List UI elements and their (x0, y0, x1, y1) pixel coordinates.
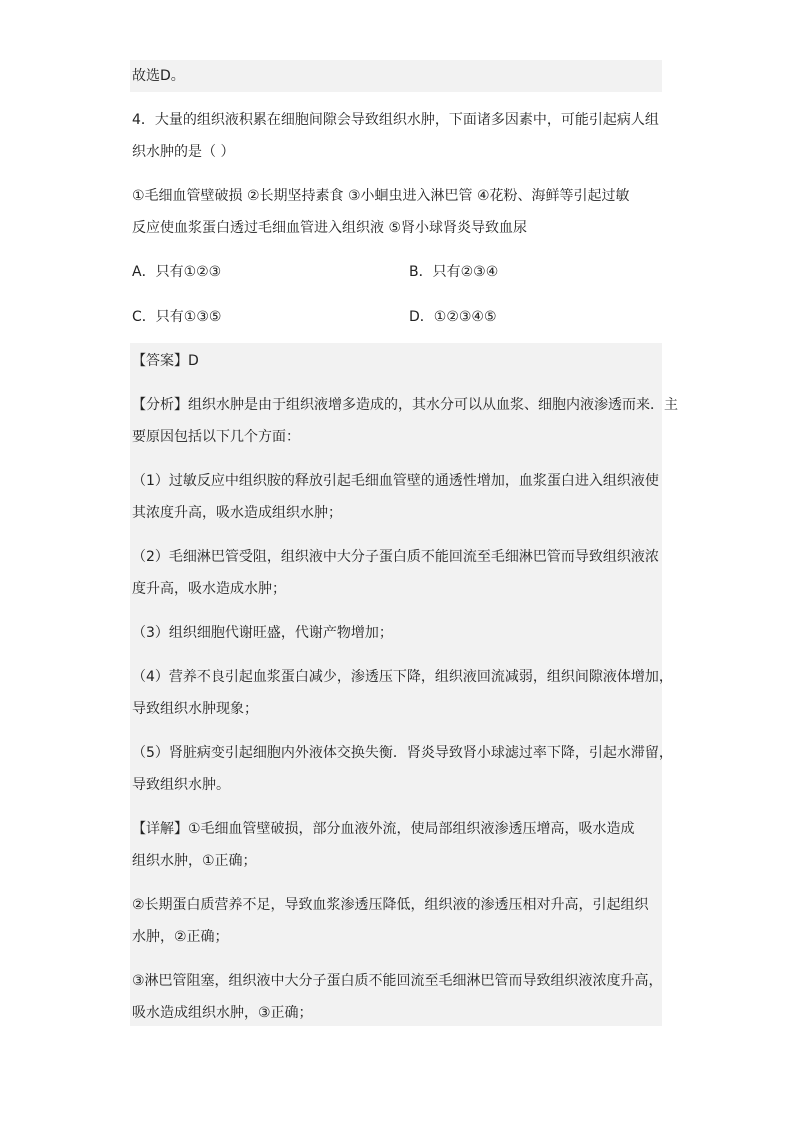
shade-top (130, 60, 662, 92)
analysis-p2-line1: （2）毛细淋巴管受阻，组织液中大分子蛋白质不能回流至毛细淋巴管而导致组织液浓 (132, 549, 659, 565)
analysis-intro-line2: 要原因包括以下几个方面： (132, 429, 300, 445)
option-d: D．①②③④⑤ (409, 309, 497, 325)
question-factors-line2: 反应使血浆蛋白透过毛细血管进入组织液 ⑤肾小球肾炎导致血尿 (132, 220, 527, 236)
detail-d3-line2: 吸水造成组织水肿，③正确； (132, 1005, 313, 1021)
option-a: A．只有①②③ (132, 264, 222, 280)
analysis-p4-line1: （4）营养不良引起血浆蛋白减少，渗透压下降，组织液回流减弱，组织间隙液体增加， (132, 669, 673, 685)
question-factors-line1: ①毛细血管壁破损 ②长期坚持素食 ③小蛔虫进入淋巴管 ④花粉、海鲜等引起过敏 (132, 188, 630, 204)
analysis-p4-line2: 导致组织水肿现象； (132, 701, 258, 717)
question-stem-line1: 4．大量的组织液积累在细胞间隙会导致组织水肿，下面诸多因素中，可能引起病人组 (132, 112, 659, 128)
question-stem-line2: 织水肿的是（ ） (132, 144, 235, 160)
analysis-p1-line1: （1）过敏反应中组织胺的释放引起毛细血管壁的通透性增加，血浆蛋白进入组织液使 (132, 473, 659, 489)
detail-d3-line1: ③淋巴管阻塞，组织液中大分子蛋白质不能回流至毛细淋巴管而导致组织液浓度升高， (132, 973, 663, 989)
analysis-p1-line2: 其浓度升高，吸水造成组织水肿； (132, 505, 342, 521)
analysis-p5-line1: （5）肾脏病变引起细胞内外液体交换失衡．肾炎导致肾小球滤过率下降，引起水滞留， (132, 745, 673, 761)
detail-d2-line1: ②长期蛋白质营养不足，导致血浆渗透压降低，组织液的渗透压相对升高，引起组织 (132, 897, 649, 913)
analysis-p5-line2: 导致组织水肿。 (132, 777, 230, 793)
top-fragment: 故选D。 (132, 68, 185, 84)
detail-d1-line2: 组织水肿，①正确； (132, 853, 257, 869)
analysis-intro-line1: 【分析】组织水肿是由于组织液增多造成的，其水分可以从血浆、细胞内液渗透而来．主 (132, 397, 678, 413)
option-b: B．只有②③④ (409, 264, 499, 280)
analysis-p2-line2: 度升高，吸水造成水肿； (132, 581, 286, 597)
analysis-p3-line1: （3）组织细胞代谢旺盛，代谢产物增加； (132, 625, 393, 641)
option-c: C．只有①③⑤ (132, 309, 222, 325)
answer: 【答案】D (132, 353, 199, 369)
detail-d1-line1: 【详解】①毛细血管壁破损，部分血液外流，使局部组织液渗透压增高，吸水造成 (132, 821, 635, 837)
detail-d2-line2: 水肿，②正确； (132, 929, 229, 945)
